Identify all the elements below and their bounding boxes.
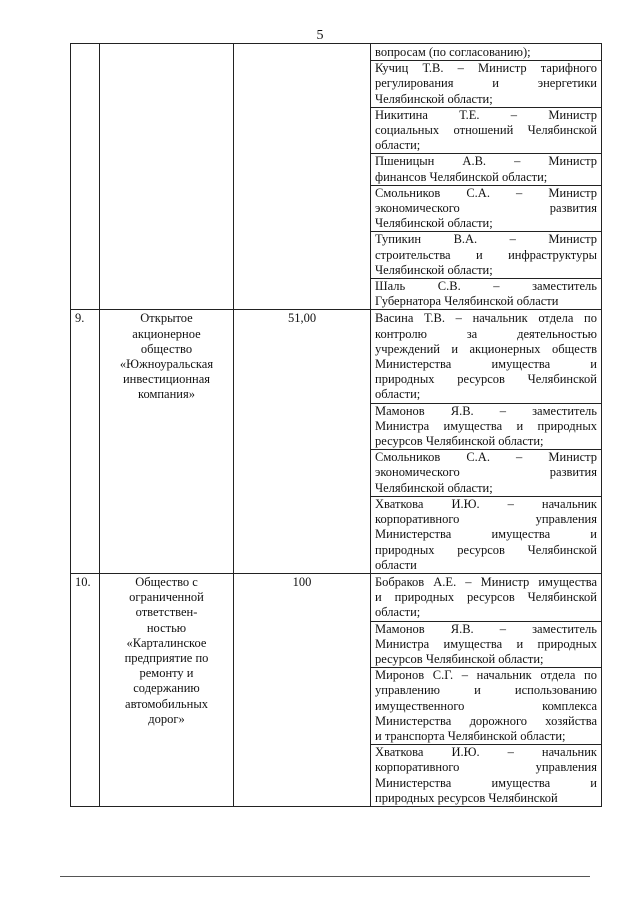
- member-entry-line: финансов Челябинской области;: [375, 169, 548, 184]
- organization-name-line: ностью: [146, 620, 187, 635]
- member-entry: [371, 575, 601, 622]
- member-entry-line: регулирования и энергетики: [375, 76, 597, 91]
- member-entry-line: ресурсов Челябинской области;: [375, 651, 544, 666]
- member-entry-line: имущественного комплекса: [375, 698, 597, 713]
- share-percent-cell: 100: [234, 573, 371, 806]
- organization-name-line: ограниченной: [129, 590, 204, 605]
- member-entry-line: Министерства дорожного хозяйства: [375, 713, 597, 728]
- row-number-cell: [71, 44, 100, 310]
- member-entry-line: области;: [375, 605, 421, 620]
- member-entry-line: природных ресурсов Челябинской: [375, 372, 597, 387]
- share-percent-cell: 51,00: [234, 310, 371, 573]
- member-entry-line: Мамонов Я.В. – заместитель: [375, 621, 597, 636]
- organization-name-line: «Южноуральская: [119, 357, 214, 372]
- member-entry-line: области;: [375, 387, 421, 402]
- member-entry-line: социальных отношений Челябинской: [375, 123, 597, 138]
- member-entry: [371, 668, 601, 745]
- commission-table: [70, 43, 602, 807]
- member-entry-line: Хваткова И.Ю. – начальник: [375, 496, 597, 511]
- table-row: [71, 44, 602, 310]
- member-entry: [371, 45, 601, 61]
- page-number: 5: [316, 28, 324, 43]
- member-entry-line: Губернатора Челябинской области: [375, 294, 559, 309]
- member-entry-line: Никитина Т.Е. – Министр: [375, 107, 597, 122]
- organization-name-line: автомобильных: [125, 696, 208, 711]
- organization-name-line: акционерное: [132, 326, 201, 341]
- member-entry-line: Министерства имущества и: [375, 775, 597, 790]
- member-entry-line: области: [375, 557, 417, 572]
- organization-name-line: содержанию: [133, 681, 200, 696]
- row-number-cell: 10.: [71, 573, 100, 806]
- member-entry: [371, 622, 601, 669]
- organization-name-cell: [100, 573, 234, 806]
- member-entry-line: Миронов С.Г. – начальник отдела по: [375, 668, 597, 683]
- members-cell: [371, 573, 602, 806]
- member-entry-line: и транспорта Челябинской области;: [375, 728, 566, 743]
- member-entry-line: Смольников С.А. – Министр: [375, 185, 597, 200]
- table-row: [71, 573, 602, 806]
- member-entry-line: Тупикин В.А. – Министр: [375, 232, 597, 247]
- member-entry-line: и природных ресурсов Челябинской: [375, 590, 597, 605]
- member-entry-line: природных ресурсов Челябинской: [375, 542, 597, 557]
- member-entry-line: Челябинской области;: [375, 216, 493, 231]
- member-entry-line: области;: [375, 138, 421, 153]
- member-entry-line: корпоративного управления: [375, 512, 597, 527]
- member-entry: [371, 279, 601, 309]
- members-cell: [371, 44, 602, 310]
- member-entry-line: Смольников С.А. – Министр: [375, 450, 597, 465]
- member-entry-line: Васина Т.В. – начальник отдела по: [375, 311, 597, 326]
- organization-name-line: предприятие по: [124, 650, 209, 665]
- organization-name-line: Общество с: [135, 574, 198, 589]
- member-entry-line: вопросам (по согласованию);: [375, 45, 531, 59]
- member-entry-line: строительства и инфраструктуры: [375, 247, 597, 262]
- member-entry: [371, 450, 601, 497]
- organization-name-cell: [100, 44, 234, 310]
- member-entry-line: Пшеницын А.В. – Министр: [375, 154, 597, 169]
- share-percent-cell: [234, 44, 371, 310]
- member-entry: [371, 154, 601, 185]
- organization-name-line: общество: [140, 341, 193, 356]
- row-number-cell: 9.: [71, 310, 100, 573]
- member-entry-line: Челябинской области;: [375, 262, 493, 277]
- organization-name-line: «Карталинское: [126, 635, 207, 650]
- member-entry: [371, 404, 601, 451]
- member-entry-line: Шаль С.В. – заместитель: [375, 279, 597, 294]
- member-entry-line: учреждений и акционерных обществ: [375, 341, 597, 356]
- member-entry-line: корпоративного управления: [375, 760, 597, 775]
- organization-name-line: дорог»: [148, 711, 185, 726]
- member-entry: [371, 745, 601, 806]
- member-entry-line: Министерства имущества и: [375, 357, 597, 372]
- member-entry-line: Челябинской области;: [375, 91, 493, 106]
- page-bottom-rule: [60, 876, 590, 877]
- table-row: [71, 310, 602, 573]
- member-entry-line: Бобраков А.Е. – Министр имущества: [375, 574, 597, 589]
- organization-name-cell: [100, 310, 234, 573]
- member-entry-line: Хваткова И.Ю. – начальник: [375, 745, 597, 760]
- organization-name-line: ремонту и: [139, 666, 194, 681]
- organization-name-line: Открытое: [140, 311, 193, 326]
- member-entry-line: управлению и использованию: [375, 683, 597, 698]
- member-entry-line: Кучиц Т.В. – Министр тарифного: [375, 61, 597, 76]
- member-entry-line: Мамонов Я.В. – заместитель: [375, 403, 597, 418]
- member-entry-line: контролю за деятельностью: [375, 326, 597, 341]
- member-entry-line: Министерства имущества и: [375, 527, 597, 542]
- member-entry: [371, 108, 601, 155]
- organization-name-line: инвестиционная: [122, 372, 211, 387]
- organization-name-line: компания»: [138, 387, 195, 402]
- member-entry-line: экономического развития: [375, 465, 597, 480]
- member-entry-line: природных ресурсов Челябинской: [375, 790, 558, 805]
- member-entry-line: Челябинской области;: [375, 480, 493, 495]
- member-entry: [371, 186, 601, 233]
- member-entry-line: экономического развития: [375, 201, 597, 216]
- organization-name-line: ответствен-: [135, 605, 198, 620]
- members-cell: [371, 310, 602, 573]
- member-entry: [371, 311, 601, 403]
- member-entry: [371, 61, 601, 108]
- member-entry-line: ресурсов Челябинской области;: [375, 434, 544, 449]
- member-entry: [371, 497, 601, 573]
- member-entry: [371, 232, 601, 279]
- member-entry-line: Министра имущества и природных: [375, 636, 597, 651]
- member-entry-line: Министра имущества и природных: [375, 418, 597, 433]
